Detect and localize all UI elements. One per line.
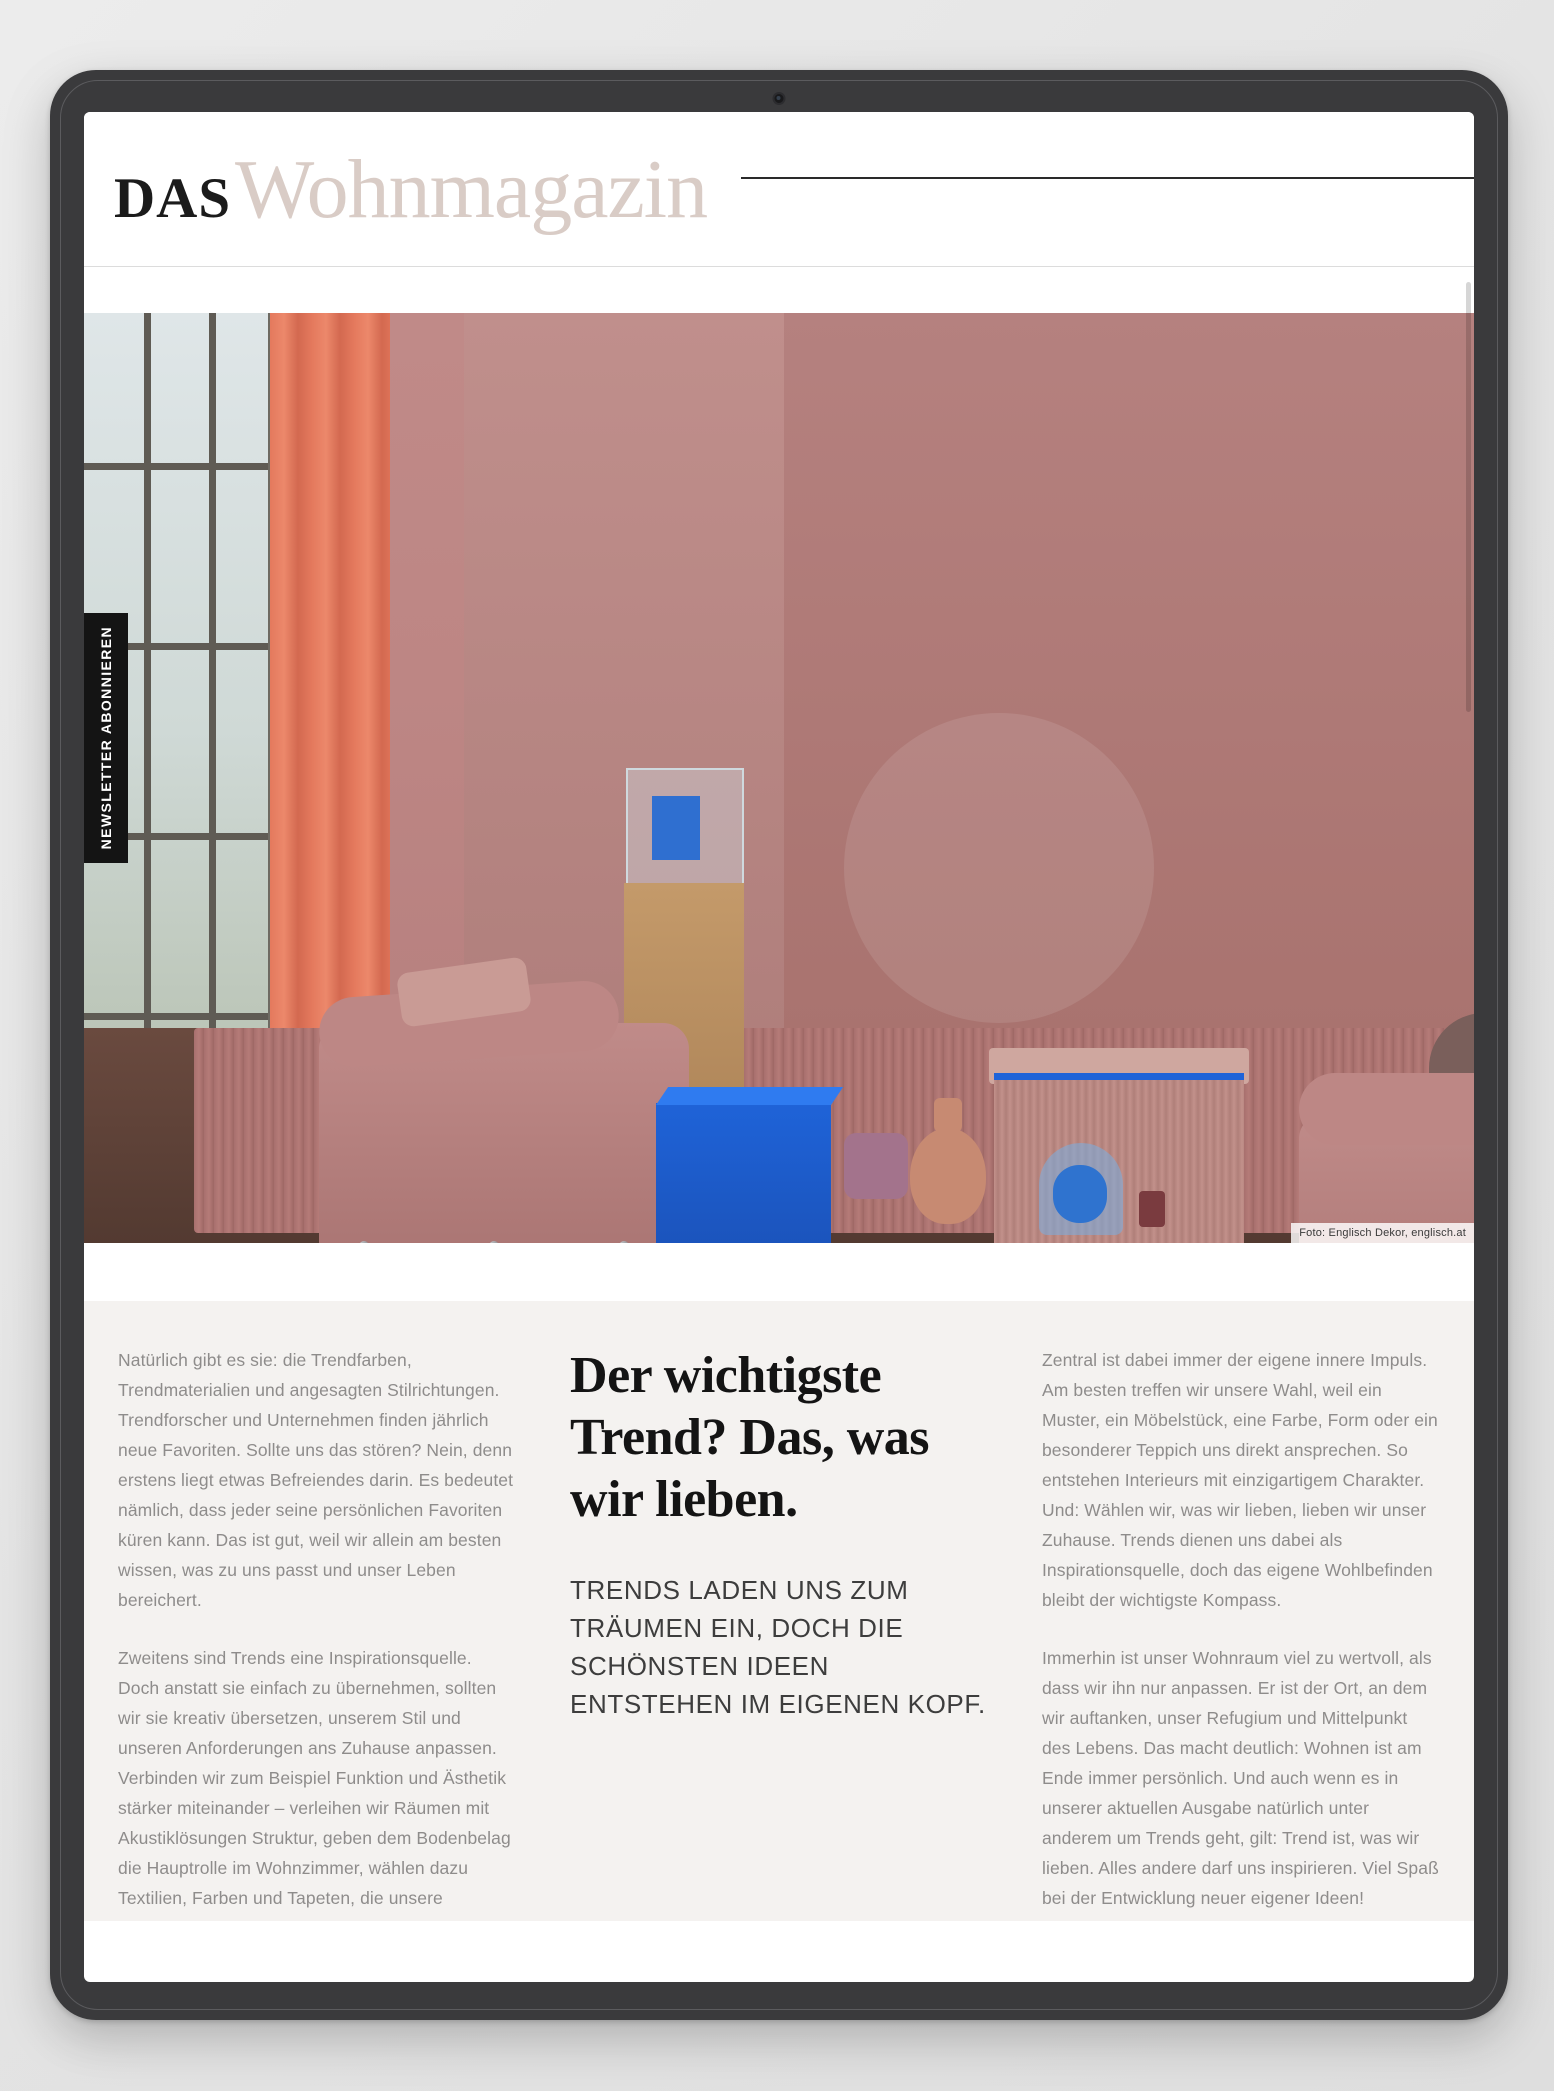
armchair-left-shape	[319, 1023, 689, 1243]
vitrine-object	[652, 796, 700, 860]
article-body	[84, 1301, 1474, 1921]
logo-word-wohnmagazin: Wohnmagazin	[235, 142, 708, 236]
newsletter-subscribe-tab[interactable]	[84, 613, 128, 863]
newsletter-tab-label: NEWSLETTER ABONNIEREN	[98, 626, 114, 850]
hero-illustration	[84, 313, 1474, 1243]
article-column-left	[118, 1345, 516, 1921]
logo-word-das: DAS	[114, 166, 232, 230]
paragraph: Natürlich gibt es sie: die Trendfarben, Trendmaterialien und angesagten Stilrichtungen. Trendforscher und Unternehmen finden jährlich neue Favoriten. Sollte uns das stören? Nein, denn erstens liegt etwas Befreiendes darin. Es bedeutet nämlich, dass jeder seine persönlichen Favoriten küren kann. Das ist gut, weil wir allein am besten wissen, was zu uns passt und unser Leben bereichert.	[118, 1350, 514, 1610]
paragraph: Zentral ist dabei immer der eigene innere Impuls. Am besten treffen wir unsere Wahl, weil ein Muster, ein Möbelstück, eine Farbe, Form oder ein besonderer Teppich uns direkt ansprechen. So entstehen Interieurs mit einzigartigem Charakter. Und: Wählen wir, was wir lieben, lieben wir unser Zuhause. Trends dienen uns dabei als Inspirationsquelle, doch das eigene Wohlbefinden bleibt der wichtigste Kompass.	[1041, 1350, 1438, 1610]
article-column-right	[1042, 1345, 1440, 1921]
masthead-rule	[741, 177, 1474, 179]
hero-image	[84, 313, 1474, 1243]
vase-b-shape	[910, 1128, 986, 1224]
site-logo[interactable]	[114, 141, 707, 238]
vitrine-shape	[626, 768, 744, 893]
small-object-shape	[1139, 1191, 1165, 1227]
glass-dome-shape	[1039, 1143, 1123, 1235]
photo-credit: Foto: Englisch Dekor, englisch.at	[1291, 1223, 1474, 1243]
tablet-screen	[84, 112, 1474, 1982]
tablet-device	[50, 70, 1508, 2020]
vase-a-shape	[844, 1133, 908, 1199]
page-title: Der wichtigste Trend? Das, was wir lieben.	[570, 1347, 929, 1528]
page-scrollbar[interactable]	[1466, 282, 1471, 712]
article-standfirst: TRENDS LADEN UNS ZUM TRÄUMEN EIN, DOCH DIE SCHÖNSTEN IDEEN ENTSTEHEN IM EIGENEN KOPF.	[570, 1575, 986, 1719]
blue-cube-table-shape	[656, 1103, 831, 1243]
front-camera-icon	[773, 92, 786, 105]
article-column-middle	[570, 1345, 988, 1921]
masthead	[84, 112, 1474, 267]
paragraph: Zweitens sind Trends eine Inspirationsquelle. Doch anstatt sie einfach zu übernehmen, sollten wir sie kreativ übersetzen, unserem Stil und unseren Anforderungen ans Zuhause anpassen. Verbinden wir zum Beispiel Funktion und Ästhetik stärker miteinander – verleihen wir Räumen mit Akustiklösungen Struktur, geben dem Bodenbelag die Hauptrolle im Wohnzimmer, wählen dazu Textilien, Farben und Tapeten, die unsere	[118, 1648, 511, 1908]
wall-circle-shape	[844, 713, 1154, 1023]
paragraph: Immerhin ist unser Wohnraum viel zu wertvoll, als dass wir ihn nur anpassen. Er ist der Ort, an dem wir auftanken, unser Refugium und Mittelpunkt des Lebens. Das macht deutlich: Wohnen ist am Ende immer persönlich. Und auch wenn es in unserer aktuellen Ausgabe natürlich unter anderem um Trends geht, gilt: Trend ist, was wir lieben. Alles andere darf uns inspirieren. Viel Spaß bei der Entwicklung neuer eigener Ideen!	[1041, 1648, 1439, 1908]
